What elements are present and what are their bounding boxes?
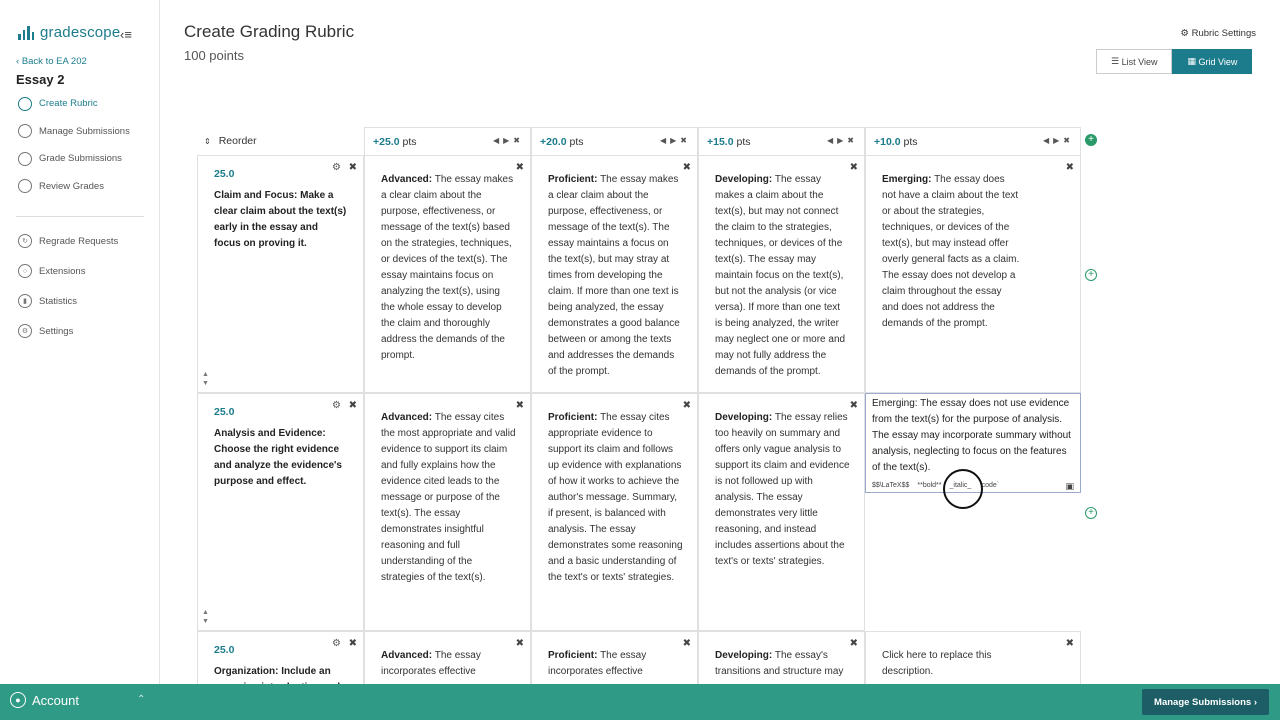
level-label: Advanced: (381, 412, 433, 423)
total-points: 100 points (184, 48, 244, 63)
close-icon[interactable]: ✖ (849, 162, 858, 173)
brand[interactable] (18, 24, 120, 41)
settings-icon: ⚙ (18, 324, 32, 338)
reorder-icon: ⇕ (204, 136, 211, 146)
add-column-icon[interactable]: + (1085, 134, 1097, 146)
rubric-row (197, 393, 1081, 631)
level-text: Click here to replace this description. (882, 650, 992, 677)
account-menu[interactable] (10, 692, 79, 708)
code-hint[interactable]: `code` (979, 482, 1000, 489)
tools-nav (18, 226, 118, 346)
sidebar (0, 0, 160, 684)
sidebar-item-settings[interactable] (18, 316, 118, 346)
collapse-sidebar-icon[interactable]: ‹≡ (120, 27, 132, 42)
grid-icon: ▦ (1187, 56, 1196, 66)
column-unit: pts (402, 135, 417, 148)
column-move-controls[interactable]: ◀▶✖ (1042, 136, 1074, 145)
sidebar-item-statistics[interactable] (18, 286, 118, 316)
regrade-icon: ↻ (18, 234, 32, 248)
account-icon: ● (10, 692, 26, 708)
level-label: Developing: (715, 174, 773, 185)
reorder-control[interactable] (197, 127, 363, 155)
sidebar-item-label: Extensions (39, 265, 86, 277)
column-header[interactable] (364, 127, 531, 155)
rubric-row (197, 631, 1081, 685)
level-text: The essay incorporates effective (381, 650, 481, 677)
close-icon[interactable]: ✖ (515, 162, 524, 173)
column-unit: pts (736, 135, 751, 148)
close-icon[interactable]: ✖ (682, 162, 691, 173)
back-link[interactable]: ‹ Back to EA 202 (16, 56, 87, 67)
column-points: +15.0 (707, 135, 734, 148)
rubric-row (197, 155, 1081, 393)
close-icon[interactable]: ✖ (348, 162, 357, 173)
close-icon[interactable]: ✖ (849, 400, 858, 411)
sidebar-item-extensions[interactable] (18, 256, 118, 286)
list-view-label: List View (1121, 56, 1158, 67)
account-label: Account (32, 692, 79, 708)
close-icon[interactable]: ✖ (682, 400, 691, 411)
close-icon[interactable]: ✖ (682, 638, 691, 649)
cursor-highlight (943, 469, 983, 509)
criterion-points: 25.0 (214, 644, 235, 656)
level-text: The essay incorporates effective (548, 650, 647, 677)
level-label: Proficient: (548, 650, 598, 661)
sidebar-item-label: Create Rubric (39, 98, 98, 110)
criterion-description: Analysis and Evidence: Choose the right evidence and analyze the evidence's purpose and effect. (214, 428, 342, 487)
level-label: Proficient: (548, 174, 598, 185)
extensions-icon: ○ (18, 264, 32, 278)
level-label: Developing: (715, 650, 773, 661)
move-row-icon[interactable]: ▲ ▼ (202, 371, 209, 387)
level-label: Advanced: (381, 650, 433, 661)
level-text: The essay's transitions and structure may (715, 650, 844, 677)
rubric-level-cell[interactable] (698, 631, 865, 691)
level-label: Advanced: (381, 174, 433, 185)
criterion-cell[interactable] (197, 631, 364, 691)
page-title: Create Grading Rubric (184, 22, 355, 41)
column-move-controls[interactable]: ◀▶✖ (659, 136, 691, 145)
column-move-controls[interactable]: ◀▶✖ (492, 136, 524, 145)
editing-cell-wrapper (865, 393, 1081, 631)
image-icon[interactable]: ▣ (1065, 481, 1074, 491)
close-icon[interactable]: ✖ (348, 638, 357, 649)
step-circle-icon (18, 179, 32, 193)
criterion-points: 25.0 (214, 406, 235, 418)
column-points: +20.0 (540, 135, 567, 148)
gear-icon[interactable]: ⚙ (332, 638, 341, 649)
chevron-up-icon[interactable]: ⌃ (137, 694, 146, 705)
level-text: The essay relies too heavily on summary and offers only vague analysis to support its claim and evidence is not followed up with analysis. The essay demonstrates very little reasoning, and instead includes assertions about the text's or texts' strategies. (715, 412, 850, 567)
column-unit: pts (903, 135, 918, 148)
column-move-controls[interactable]: ◀▶✖ (826, 136, 858, 145)
criterion-cell[interactable] (197, 155, 364, 393)
rubric-settings-label: Rubric Settings (1191, 28, 1256, 39)
level-text: The essay makes a clear claim about the purpose, effectiveness, or message of the text(s) based on the strategies, techniques, or devices of the text(s). The essay maintains focus on analyzing the text(s), using the whole essay to develop the claim and thoroughly address the demands of the prompt. (381, 174, 514, 361)
column-header[interactable] (865, 127, 1081, 155)
sidebar-item-create-rubric[interactable] (18, 90, 130, 118)
column-points: +10.0 (874, 135, 901, 148)
rubric-level-cell[interactable] (531, 393, 698, 631)
step-circle-icon (18, 124, 32, 138)
rubric-level-cell[interactable] (364, 155, 531, 393)
gear-icon[interactable]: ⚙ (332, 400, 341, 411)
level-label: Proficient: (548, 412, 598, 423)
sidebar-item-review-grades[interactable] (18, 173, 130, 201)
rubric-level-cell[interactable] (865, 631, 1081, 691)
grid-view-label: Grid View (1198, 56, 1238, 67)
sidebar-item-label: Review Grades (39, 180, 104, 192)
criterion-description: Organization: Include an (214, 666, 331, 677)
close-icon[interactable]: ✖ (1065, 638, 1074, 649)
level-label: Emerging: (882, 174, 932, 185)
rubric-level-cell[interactable] (531, 155, 698, 393)
gear-icon[interactable]: ⚙ (332, 162, 341, 173)
statistics-icon: ▮ (18, 294, 32, 308)
reorder-label: Reorder (218, 135, 257, 147)
sidebar-item-label: Grade Submissions (39, 153, 122, 165)
column-unit: pts (569, 135, 584, 148)
move-row-icon[interactable]: ▲ ▼ (202, 609, 209, 625)
rubric-level-cell[interactable] (364, 631, 531, 691)
sidebar-item-manage-submissions[interactable] (18, 118, 130, 146)
grid-view-button[interactable] (1172, 49, 1252, 74)
close-icon[interactable]: ✖ (515, 400, 524, 411)
assignment-title: Essay 2 (16, 72, 65, 87)
criterion-cell[interactable] (197, 393, 364, 631)
close-icon[interactable]: ✖ (849, 638, 858, 649)
chevron-right-icon: › (1253, 696, 1257, 708)
column-header[interactable] (698, 127, 865, 155)
latex-hint[interactable]: $$\LaTeX$$ (872, 482, 910, 489)
add-level-icon[interactable]: + (1085, 507, 1097, 519)
manage-submissions-label: Manage Submissions (1154, 696, 1252, 708)
bottom-bar (0, 684, 1280, 720)
editor-text: Emerging: The essay does not use evidence from the text(s) for the purpose of analysis. The essay may incorporate summary without analysis, neglecting to focus on the features of the text(s). (872, 398, 1071, 473)
sidebar-item-regrade-requests[interactable] (18, 226, 118, 256)
rubric-level-cell[interactable] (865, 155, 1081, 393)
assignment-nav (18, 90, 130, 200)
sidebar-item-label: Statistics (39, 295, 78, 307)
rubric-settings-link[interactable] (1180, 28, 1256, 39)
bold-hint[interactable]: **bold** (917, 482, 942, 489)
add-level-icon[interactable]: + (1085, 269, 1097, 281)
level-text: The essay makes a clear claim about the purpose, effectiveness, or message of the text(s). The essay maintains a focus on the text(s), but may stray at times from developing the claim. If more than one text is being analyzed, the essay demonstrates a good balance between or among the texts and addresses the demands of the prompt. (548, 174, 680, 377)
rubric-level-cell[interactable] (698, 155, 865, 393)
manage-submissions-button[interactable] (1142, 689, 1269, 715)
rubric-level-cell[interactable] (698, 393, 865, 631)
sidebar-item-grade-submissions[interactable] (18, 145, 130, 173)
criterion-points: 25.0 (214, 168, 235, 180)
gear-icon: ⚙ (1180, 28, 1189, 39)
level-text: The essay does not have a claim about the text or about the strategies, techniques, or devices of the text(s), but may instead offer overly general facts as a claim. The essay does not develop a claim throughout the essay and does not address the demands of the prompt. (882, 174, 1020, 329)
italic-hint[interactable]: _italic_ (949, 482, 972, 489)
close-icon[interactable]: ✖ (348, 400, 357, 411)
close-icon[interactable]: ✖ (1065, 162, 1074, 173)
level-label: Developing: (715, 412, 773, 423)
step-circle-icon (18, 97, 32, 111)
list-view-button[interactable] (1096, 49, 1172, 74)
back-link-label: Back to EA 202 (21, 56, 87, 67)
column-header[interactable] (531, 127, 698, 155)
sidebar-item-label: Regrade Requests (39, 235, 119, 247)
sidebar-divider (16, 216, 144, 217)
close-icon[interactable]: ✖ (515, 638, 524, 649)
column-points: +25.0 (373, 135, 400, 148)
view-toggle (1096, 49, 1252, 74)
sidebar-item-label: Manage Submissions (39, 125, 130, 137)
rubric-level-cell[interactable] (364, 393, 531, 631)
level-text: The essay cites the most appropriate and valid evidence to support its claim and fully explains how the evidence cited leads to the message or purpose of the text(s). The essay demonstrates insightful reasoning and full understanding of the strategies of the text(s). (381, 412, 516, 583)
gradescope-logo-icon (18, 26, 34, 40)
brand-name: gradescope (40, 24, 121, 41)
level-text: The essay makes a claim about the text(s), but may not connect the claim to the strategies, techniques, or devices of the text(s). The essay may maintain focus on the text(s), but not the analysis (or vice versa). If more than one text is being analyzed, the writer may neglect one or more and may not fully address the demands of the prompt. (715, 174, 846, 377)
list-icon: ☰ (1111, 56, 1120, 66)
rubric-level-cell[interactable] (531, 631, 698, 691)
sidebar-item-label: Settings (39, 325, 74, 337)
step-circle-icon (18, 152, 32, 166)
level-text: The essay cites appropriate evidence to support its claim and follows up evidence with explanations of how it works to achieve the author's message. Summary, if present, is balanced with analysis. The essay demonstrates some reasoning and a basic understanding of the text's or texts' strategies. (548, 412, 683, 583)
criterion-description: Claim and Focus: Make a clear claim about the text(s) early in the essay and focus on proving it. (214, 190, 347, 249)
